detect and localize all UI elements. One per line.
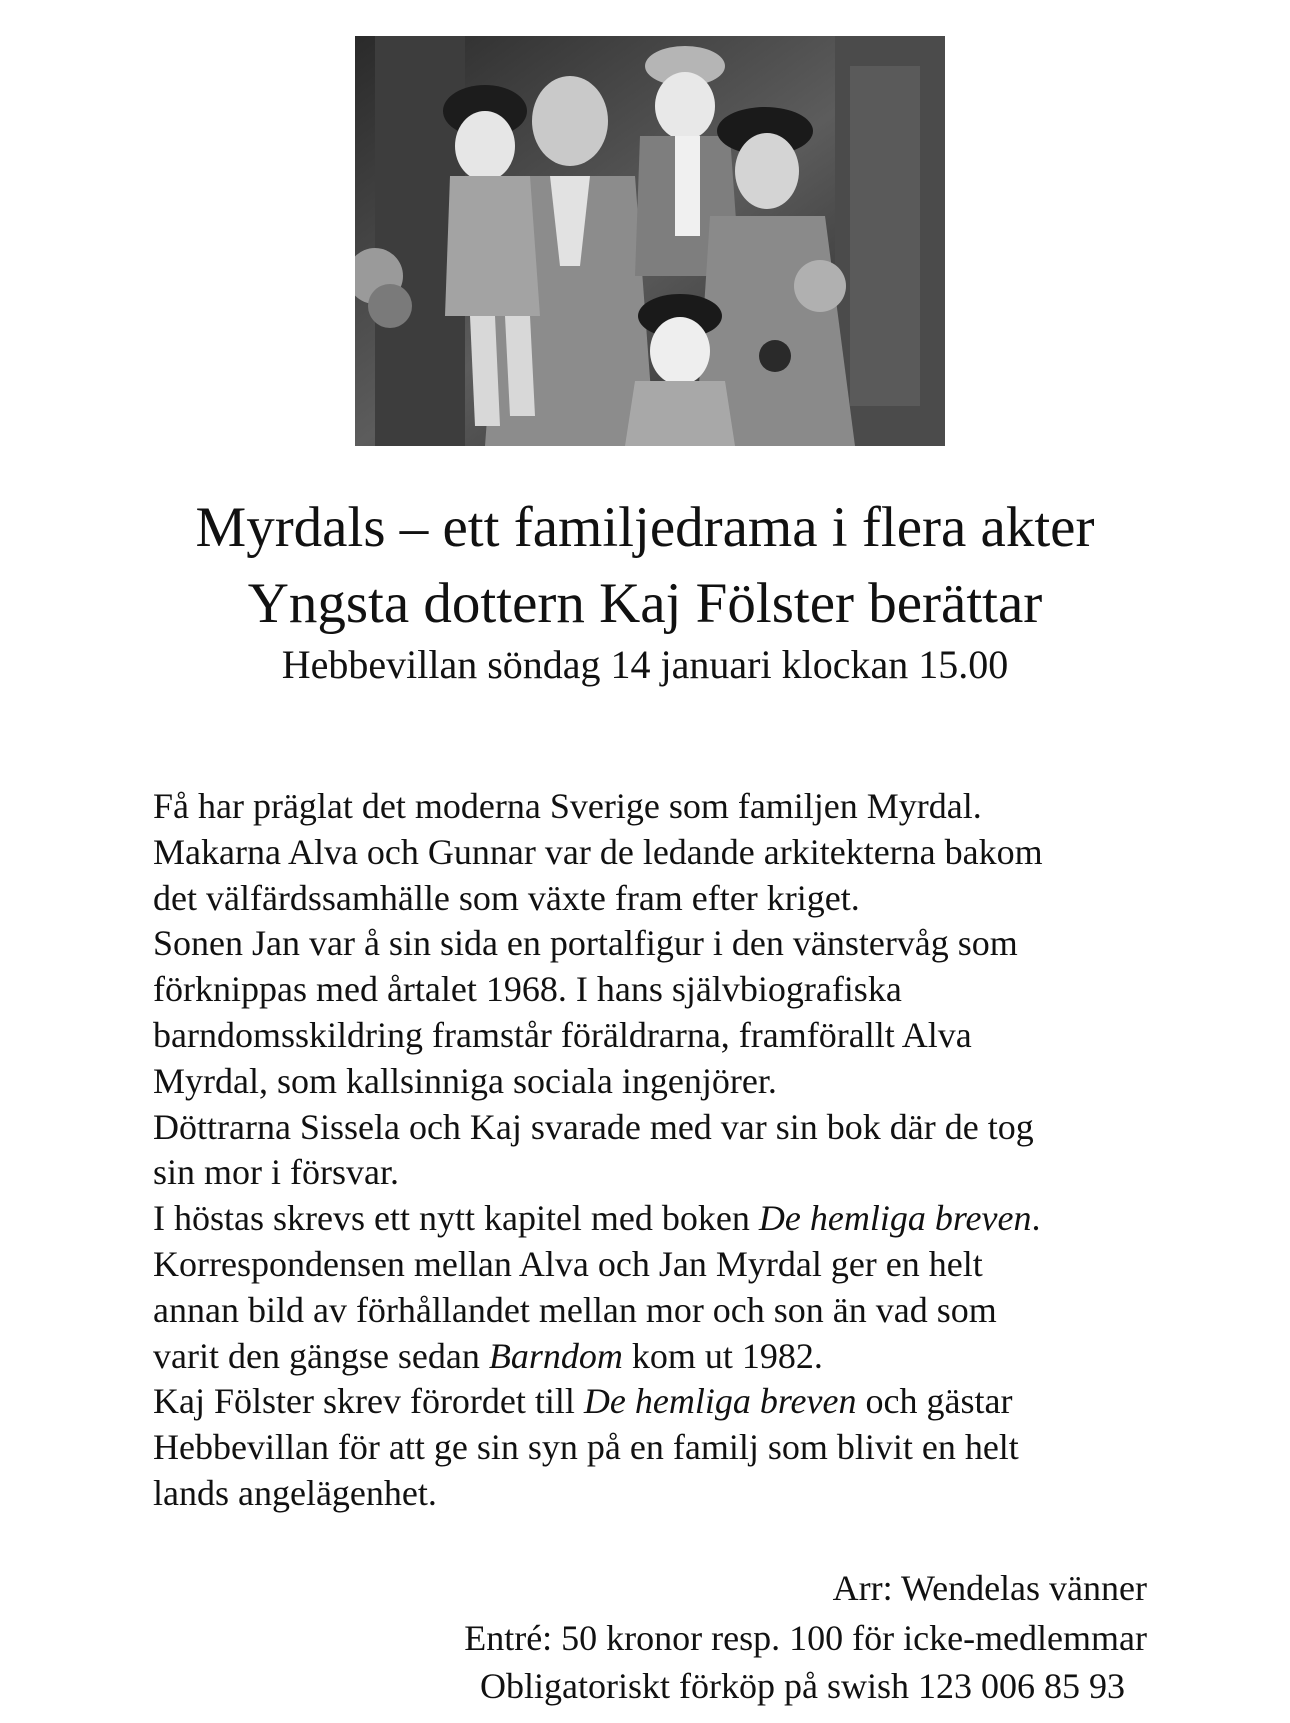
book-title: De hemliga breven xyxy=(583,1381,857,1422)
presale-line: Obligatoriskt förköp på swish 123 006 85 93 xyxy=(480,1666,1125,1706)
body-line: barndomsskildring framstår föräldrarna, framförallt Alva xyxy=(153,1014,972,1055)
book-title: De hemliga breven xyxy=(758,1198,1032,1239)
event-date-location: Hebbevillan söndag 14 januari klockan 15.00 xyxy=(281,642,1009,687)
body-line: annan bild av förhållandet mellan mor och son än vad som xyxy=(153,1289,997,1330)
entry-fee-line: Entré: 50 kronor resp. 100 för icke-medlemmar xyxy=(464,1618,1147,1658)
body-line: Korrespondensen mellan Alva och Jan Myrdal ger en helt xyxy=(153,1243,983,1284)
body-line: Sonen Jan var å sin sida en portalfigur i den vänstervåg som xyxy=(153,923,1018,964)
family-photo xyxy=(355,36,945,446)
event-title: Myrdals – ett familjedrama i flera akter xyxy=(195,496,1095,559)
body-line: det välfärdssamhälle som växte fram efter kriget. xyxy=(153,877,860,918)
body-line: Kaj Fölster skrev förordet till De hemliga breven och gästar xyxy=(153,1381,1013,1422)
arranger-line: Arr: Wendelas vänner xyxy=(832,1568,1147,1608)
body-line: förknippas med årtalet 1968. I hans självbiografiska xyxy=(153,969,902,1010)
body-line: varit den gängse sedan Barndom kom ut 1982. xyxy=(153,1335,823,1376)
body-line: I höstas skrevs ett nytt kapitel med boken De hemliga breven. xyxy=(153,1198,1041,1239)
body-line: Få har präglat det moderna Sverige som familjen Myrdal. xyxy=(153,786,982,826)
body-line: Myrdal, som kallsinniga sociala ingenjörer. xyxy=(153,1060,777,1101)
body-line: Makarna Alva och Gunnar var de ledande arkitekterna bakom xyxy=(153,831,1043,872)
book-title: Barndom xyxy=(488,1335,623,1376)
description-text xyxy=(153,784,1153,1517)
body-line: Hebbevillan för att ge sin syn på en familj som blivit en helt xyxy=(153,1427,1019,1468)
family-photo-illustration xyxy=(355,36,945,446)
body-line: sin mor i försvar. xyxy=(153,1152,399,1193)
body-line: lands angelägenhet. xyxy=(153,1472,437,1513)
event-subtitle: Yngsta dottern Kaj Fölster berättar xyxy=(247,572,1043,635)
body-line: Döttrarna Sissela och Kaj svarade med var sin bok där de tog xyxy=(153,1106,1034,1147)
